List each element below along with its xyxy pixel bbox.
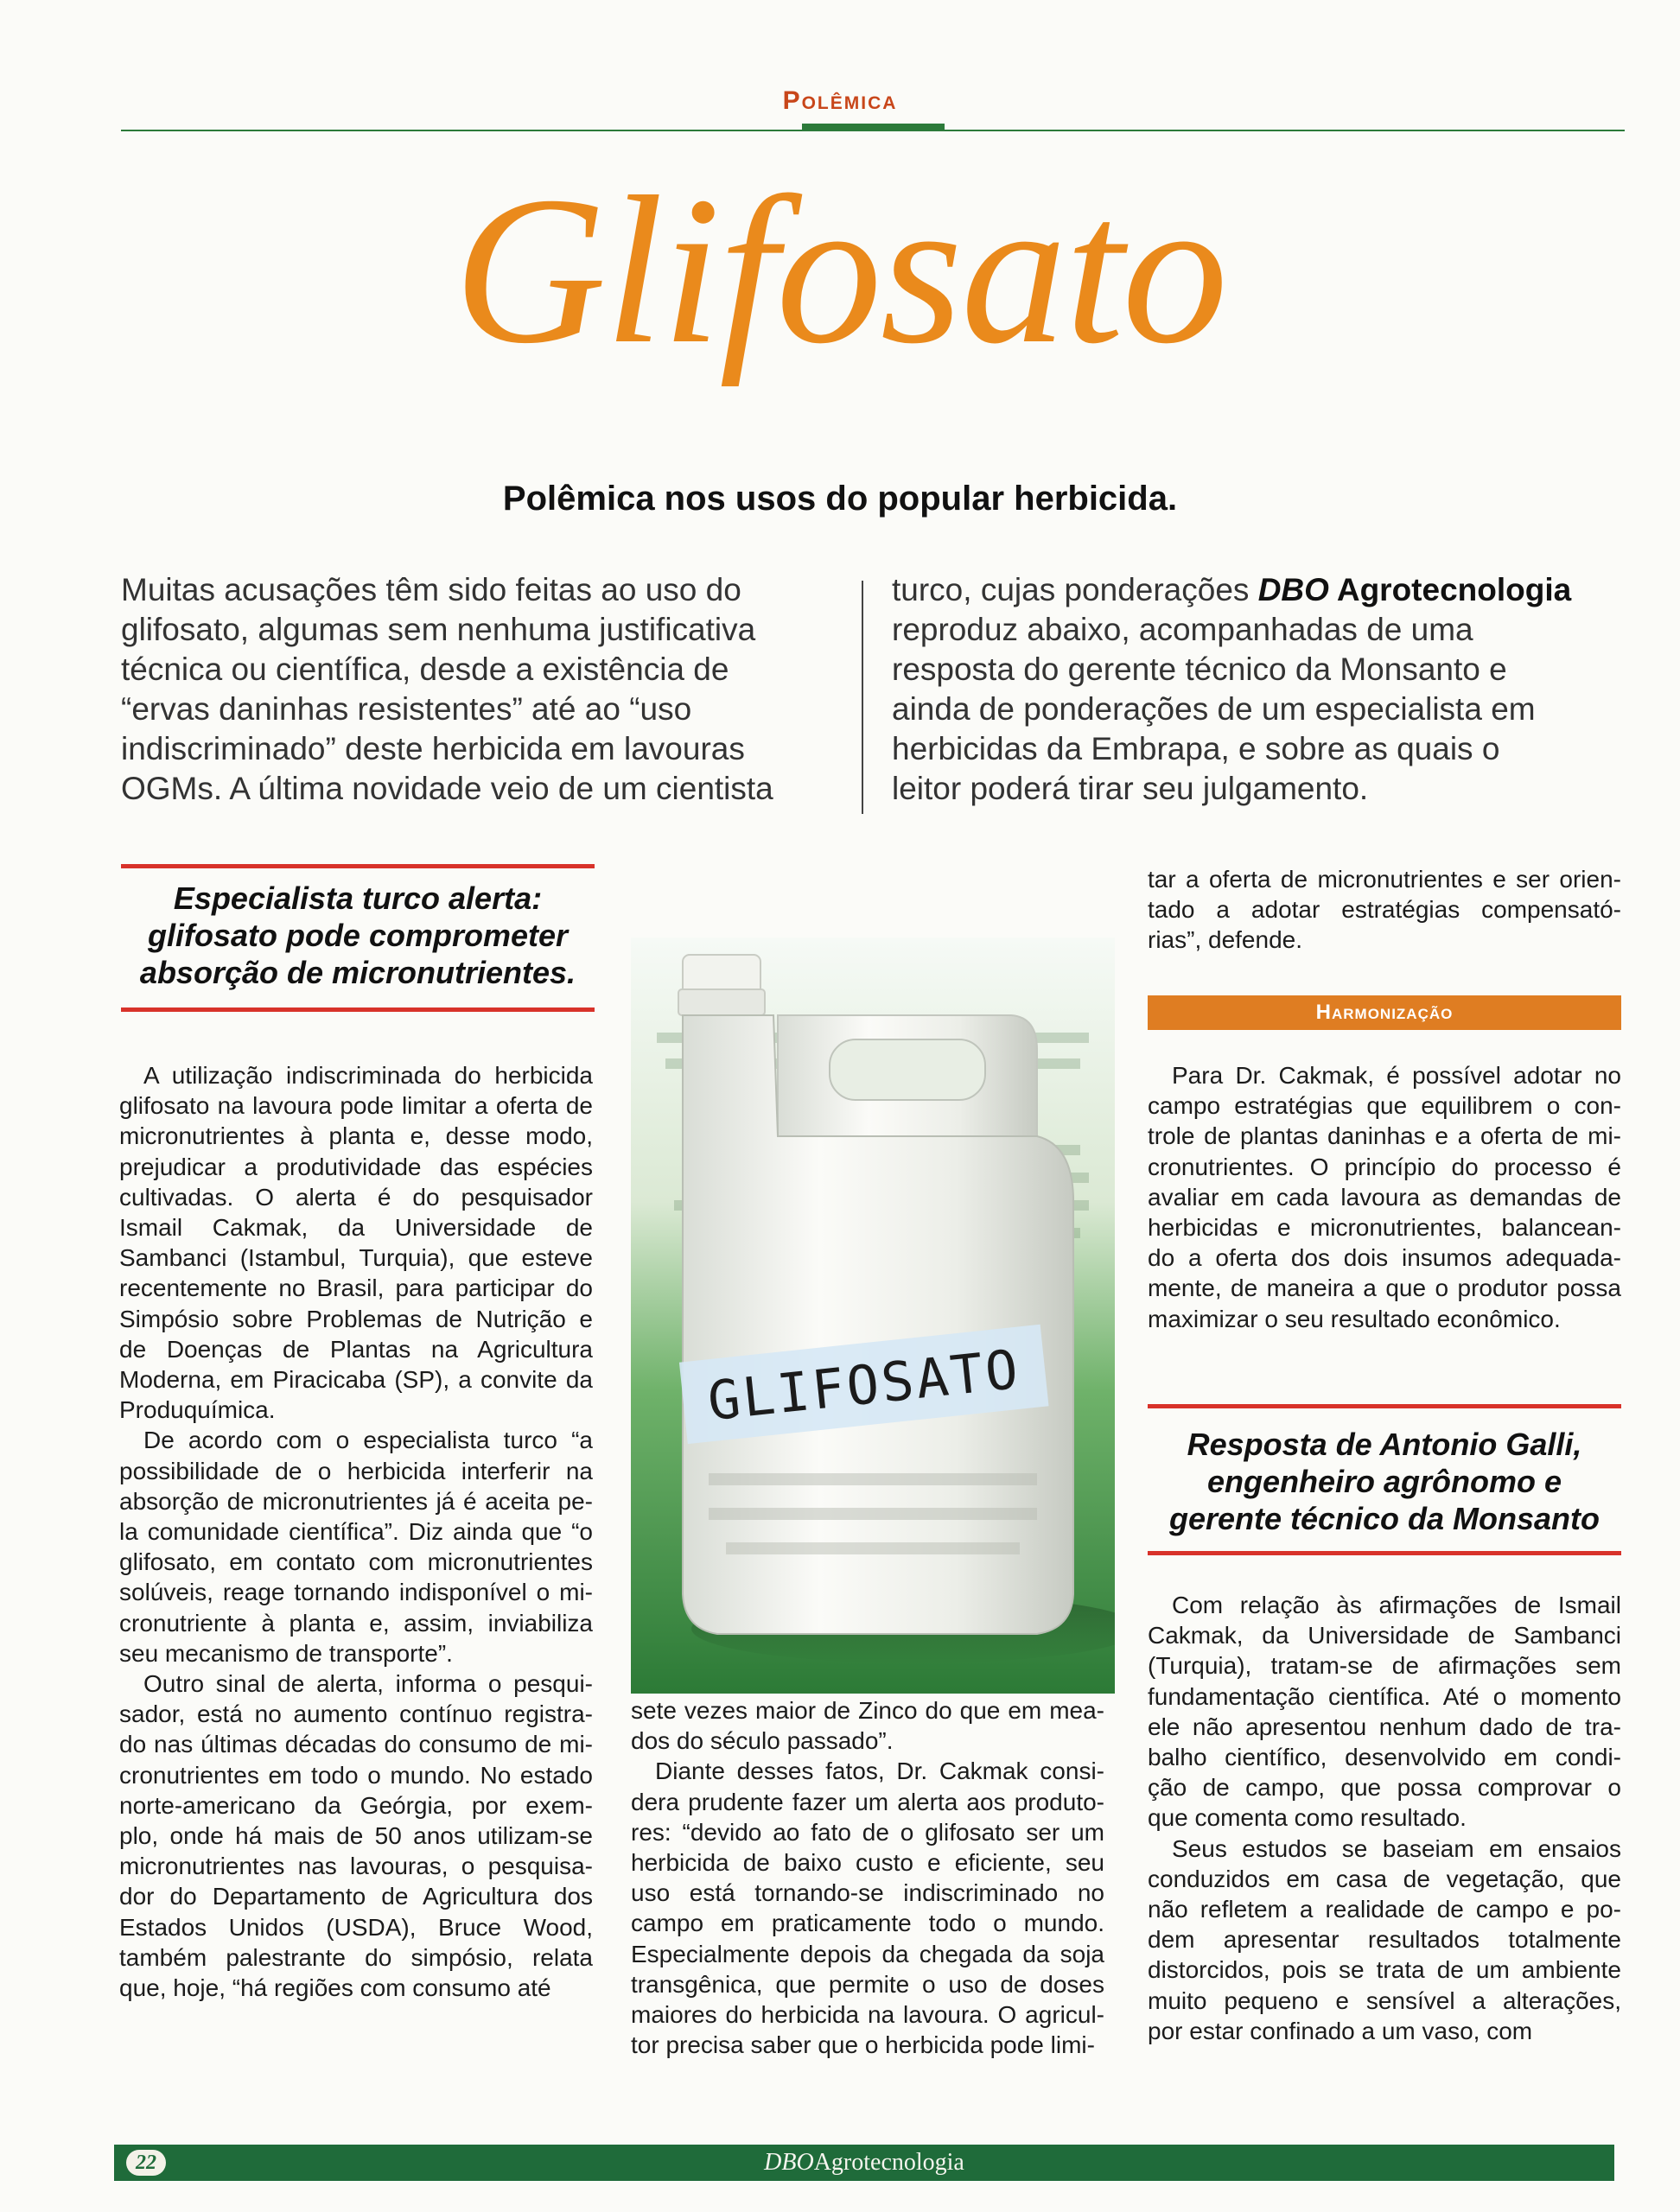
column-right-bottom [1148, 1590, 1621, 2046]
intro-line: resposta do gerente técnico da Monsanto e [892, 652, 1507, 687]
body-line: de Doenças de Plantas na Agricultura [119, 1335, 593, 1363]
footer-brand-name: Agrotecnologia [813, 2149, 964, 2176]
headline-line: absorção de micronutrientes. [139, 955, 576, 990]
body-line: que, hoje, “há regiões com consumo até [119, 1974, 551, 2002]
body-line: Com relação às afirmações de Ismail [1172, 1592, 1621, 1618]
body-line: dera prudente fazer um alerta aos produto- [631, 1788, 1104, 1815]
body-line: não refletem a realidade de campo e po- [1148, 1896, 1621, 1923]
body-line: Diante desses fatos, Dr. Cakmak consi- [655, 1758, 1104, 1785]
body-line: Produquímica. [119, 1396, 276, 1424]
intro-right-line-1 [892, 570, 1618, 610]
body-line: do a oferta dos dois insumos adequada- [1148, 1244, 1621, 1272]
body-line: Cakmak, da Universidade de Sambanci [1148, 1622, 1621, 1649]
intro-line: reproduz abaixo, acompanhadas de uma [892, 612, 1473, 647]
headline-right-rule-top [1148, 1404, 1621, 1408]
body-line: micronutrientes nas lavouras, o pesquisa- [119, 1853, 593, 1880]
body-line: campo em praticamente todo o mundo. [631, 1910, 1104, 1937]
body-line: fundamentação científica. Até o momento [1148, 1682, 1621, 1710]
body-line: Especialmente depois da chegada da soja [631, 1940, 1104, 1967]
intro-line: OGMs. A última novidade veio de um cientista [121, 771, 773, 806]
body-line: cultivadas. O alerta é do pesquisador [119, 1183, 593, 1211]
body-line: mente, de maneira a que o produtor possa [1148, 1274, 1621, 1302]
footer-brand [605, 2148, 1123, 2177]
intro-line: técnica ou científica, desde a existência de [121, 652, 729, 687]
body-line: res: “devido ao fato de o glifosato ser um [631, 1818, 1104, 1846]
body-line: herbicida de baixo custo e eficiente, seu [631, 1849, 1104, 1877]
body-line: possibilidade de o herbicida interferir na [119, 1457, 593, 1484]
body-line: Seus estudos se baseiam em ensaios [1172, 1834, 1621, 1862]
jug-label: GLIFOSATO [704, 1337, 1024, 1433]
body-line: trole de plantas daninhas e a oferta de mi- [1148, 1122, 1621, 1150]
body-line: que comenta como resultado. [1148, 1804, 1467, 1832]
body-line: A utilização indiscriminada do herbicida [143, 1062, 593, 1089]
headline-right-rule-bottom [1148, 1551, 1621, 1555]
column-right-top [1148, 864, 1621, 956]
body-line: balho científico, desenvolvido em condi- [1148, 1744, 1621, 1771]
body-line: plo, onde há mais de 50 anos utilizam-se [119, 1822, 593, 1850]
intro-divider [862, 581, 863, 814]
intro-line: Muitas acusações têm sido feitas ao uso do [121, 572, 741, 607]
body-line: por estar confinado a um vaso, com [1148, 2017, 1533, 2044]
body-line: glifosato na lavoura pode limitar a oferta de [119, 1092, 593, 1120]
intro-right-text: turco, cujas ponderações [892, 572, 1258, 607]
body-line: tado a adotar estratégias compensató- [1148, 896, 1621, 924]
headline-line: glifosato pode comprometer [147, 918, 569, 953]
headline-line: engenheiro agrônomo e [1206, 1464, 1562, 1499]
headline-line: Resposta de Antonio Galli, [1187, 1427, 1582, 1462]
body-line: muito pequeno e sensível a alterações, [1148, 1986, 1621, 2014]
body-line: dos do século passado”. [631, 1727, 894, 1755]
brand-dbo: DBO [1257, 572, 1329, 607]
jug-illustration [631, 938, 1115, 1694]
body-line: absorção de micronutrientes já é aceita pe- [119, 1487, 593, 1515]
body-line: glifosato, em contato com micronutrientes [119, 1548, 593, 1576]
body-line: (Turquia), tratam-se de afirmações sem [1148, 1652, 1621, 1680]
body-line: cronutrientes em todo o mundo. No estado [119, 1761, 593, 1789]
body-line: uso está tornando-se indiscriminado no [631, 1879, 1104, 1907]
body-line: cronutriente à planta e, assim, inviabiliza [119, 1609, 593, 1637]
body-line: Simpósio sobre Problemas de Nutrição e [119, 1305, 593, 1332]
body-line: norte-americano da Geórgia, por exem- [119, 1791, 593, 1819]
body-line: Estados Unidos (USDA), Bruce Wood, [119, 1913, 593, 1941]
body-line: Ismail Cakmak, da Universidade de [119, 1214, 593, 1242]
body-line: transgênica, que permite o uso de doses [631, 1970, 1104, 1998]
section-underline [802, 124, 945, 131]
harmonizacao-tag: Harmonização [1148, 995, 1621, 1030]
brand-agrotecnologia: Agrotecnologia [1328, 572, 1572, 607]
body-line: maiores do herbicida na lavoura. O agricul- [631, 2001, 1104, 2029]
intro-line: indiscriminado” deste herbicida em lavouras [121, 731, 745, 766]
column-middle [631, 1695, 1104, 2060]
body-line: De acordo com o especialista turco “a [143, 1427, 593, 1454]
section-label: Polêmica [782, 86, 898, 115]
page-title: Glifosato [453, 153, 1227, 387]
headline-line: gerente técnico da Monsanto [1168, 1501, 1600, 1536]
page-subtitle: Polêmica nos usos do popular herbicida. [502, 480, 1178, 518]
body-line: rias”, defende. [1148, 926, 1302, 954]
body-line: ele não apresentou nenhum dado de tra- [1148, 1713, 1621, 1740]
body-line: prejudicar a produtividade das espécies [119, 1153, 593, 1180]
body-line: tar a oferta de micronutrientes e ser orien- [1148, 866, 1621, 893]
body-line: sador, está no aumento contínuo registra- [119, 1700, 593, 1728]
page-number: 22 [126, 2150, 166, 2176]
body-line: conduzidos em casa de vegetação, que [1148, 1865, 1621, 1892]
body-line: dem apresentar resultados totalmente [1148, 1926, 1621, 1954]
body-line: micronutrientes à planta e, desse modo, [119, 1122, 593, 1150]
intro-line: ainda de ponderações de um especialista em [892, 691, 1536, 727]
body-line: distorcidos, pois se trata de um ambiente [1148, 1956, 1621, 1984]
body-line: do nas últimas décadas do consumo de mi- [119, 1731, 593, 1758]
footer-brand-dbo: DBO [764, 2149, 814, 2176]
body-line: Outro sinal de alerta, informa o pesqui- [143, 1670, 593, 1698]
body-line: la comunidade científica”. Diz ainda que “o [119, 1518, 593, 1546]
headline-right [1148, 1426, 1621, 1537]
intro-right-rest [892, 610, 1618, 809]
body-line: tor precisa saber que o herbicida pode limi- [631, 2031, 1095, 2059]
body-line: solúveis, reage tornando indisponível o mi- [119, 1579, 593, 1606]
body-line: também palestrante do simpósio, relata [119, 1943, 593, 1971]
body-line: seu mecanismo de transporte”. [119, 1639, 453, 1667]
herbicide-jug-photo [631, 938, 1115, 1694]
body-line: Moderna, em Piracicaba (SP), a convite da [119, 1366, 593, 1394]
body-line: ção de campo, que possa comprovar o [1148, 1774, 1621, 1802]
intro-line: herbicidas da Embrapa, e sobre as quais o [892, 731, 1500, 766]
body-line: maximizar o seu resultado econômico. [1148, 1305, 1561, 1332]
intro-left [121, 570, 825, 809]
headline-rule-top [121, 864, 595, 868]
body-line: avaliar em cada lavoura as demandas de [1148, 1183, 1621, 1211]
body-line: dor do Departamento de Agricultura dos [119, 1883, 593, 1910]
body-line: campo estratégias que equilibrem o con- [1148, 1092, 1621, 1120]
headline-left [121, 880, 595, 991]
body-line: recentemente no Brasil, para participar do [119, 1274, 593, 1302]
intro-line: “ervas daninhas resistentes” até ao “uso [121, 691, 692, 727]
intro-line: leitor poderá tirar seu julgamento. [892, 771, 1369, 806]
body-line: herbicidas e micronutrientes, balancean- [1148, 1214, 1621, 1242]
body-line: Para Dr. Cakmak, é possível adotar no [1172, 1062, 1621, 1089]
intro-right [892, 570, 1618, 809]
body-line: sete vezes maior de Zinco do que em mea- [631, 1697, 1104, 1724]
column-left [119, 1060, 593, 2003]
headline-rule-bottom [121, 1007, 595, 1012]
intro-line: glifosato, algumas sem nenhuma justificativa [121, 612, 756, 647]
headline-line: Especialista turco alerta: [173, 880, 543, 916]
body-line: Sambanci (Istambul, Turquia), que esteve [119, 1244, 593, 1272]
body-line: cronutrientes. O princípio do processo é [1148, 1153, 1621, 1180]
column-harmonizacao [1148, 1060, 1621, 1334]
